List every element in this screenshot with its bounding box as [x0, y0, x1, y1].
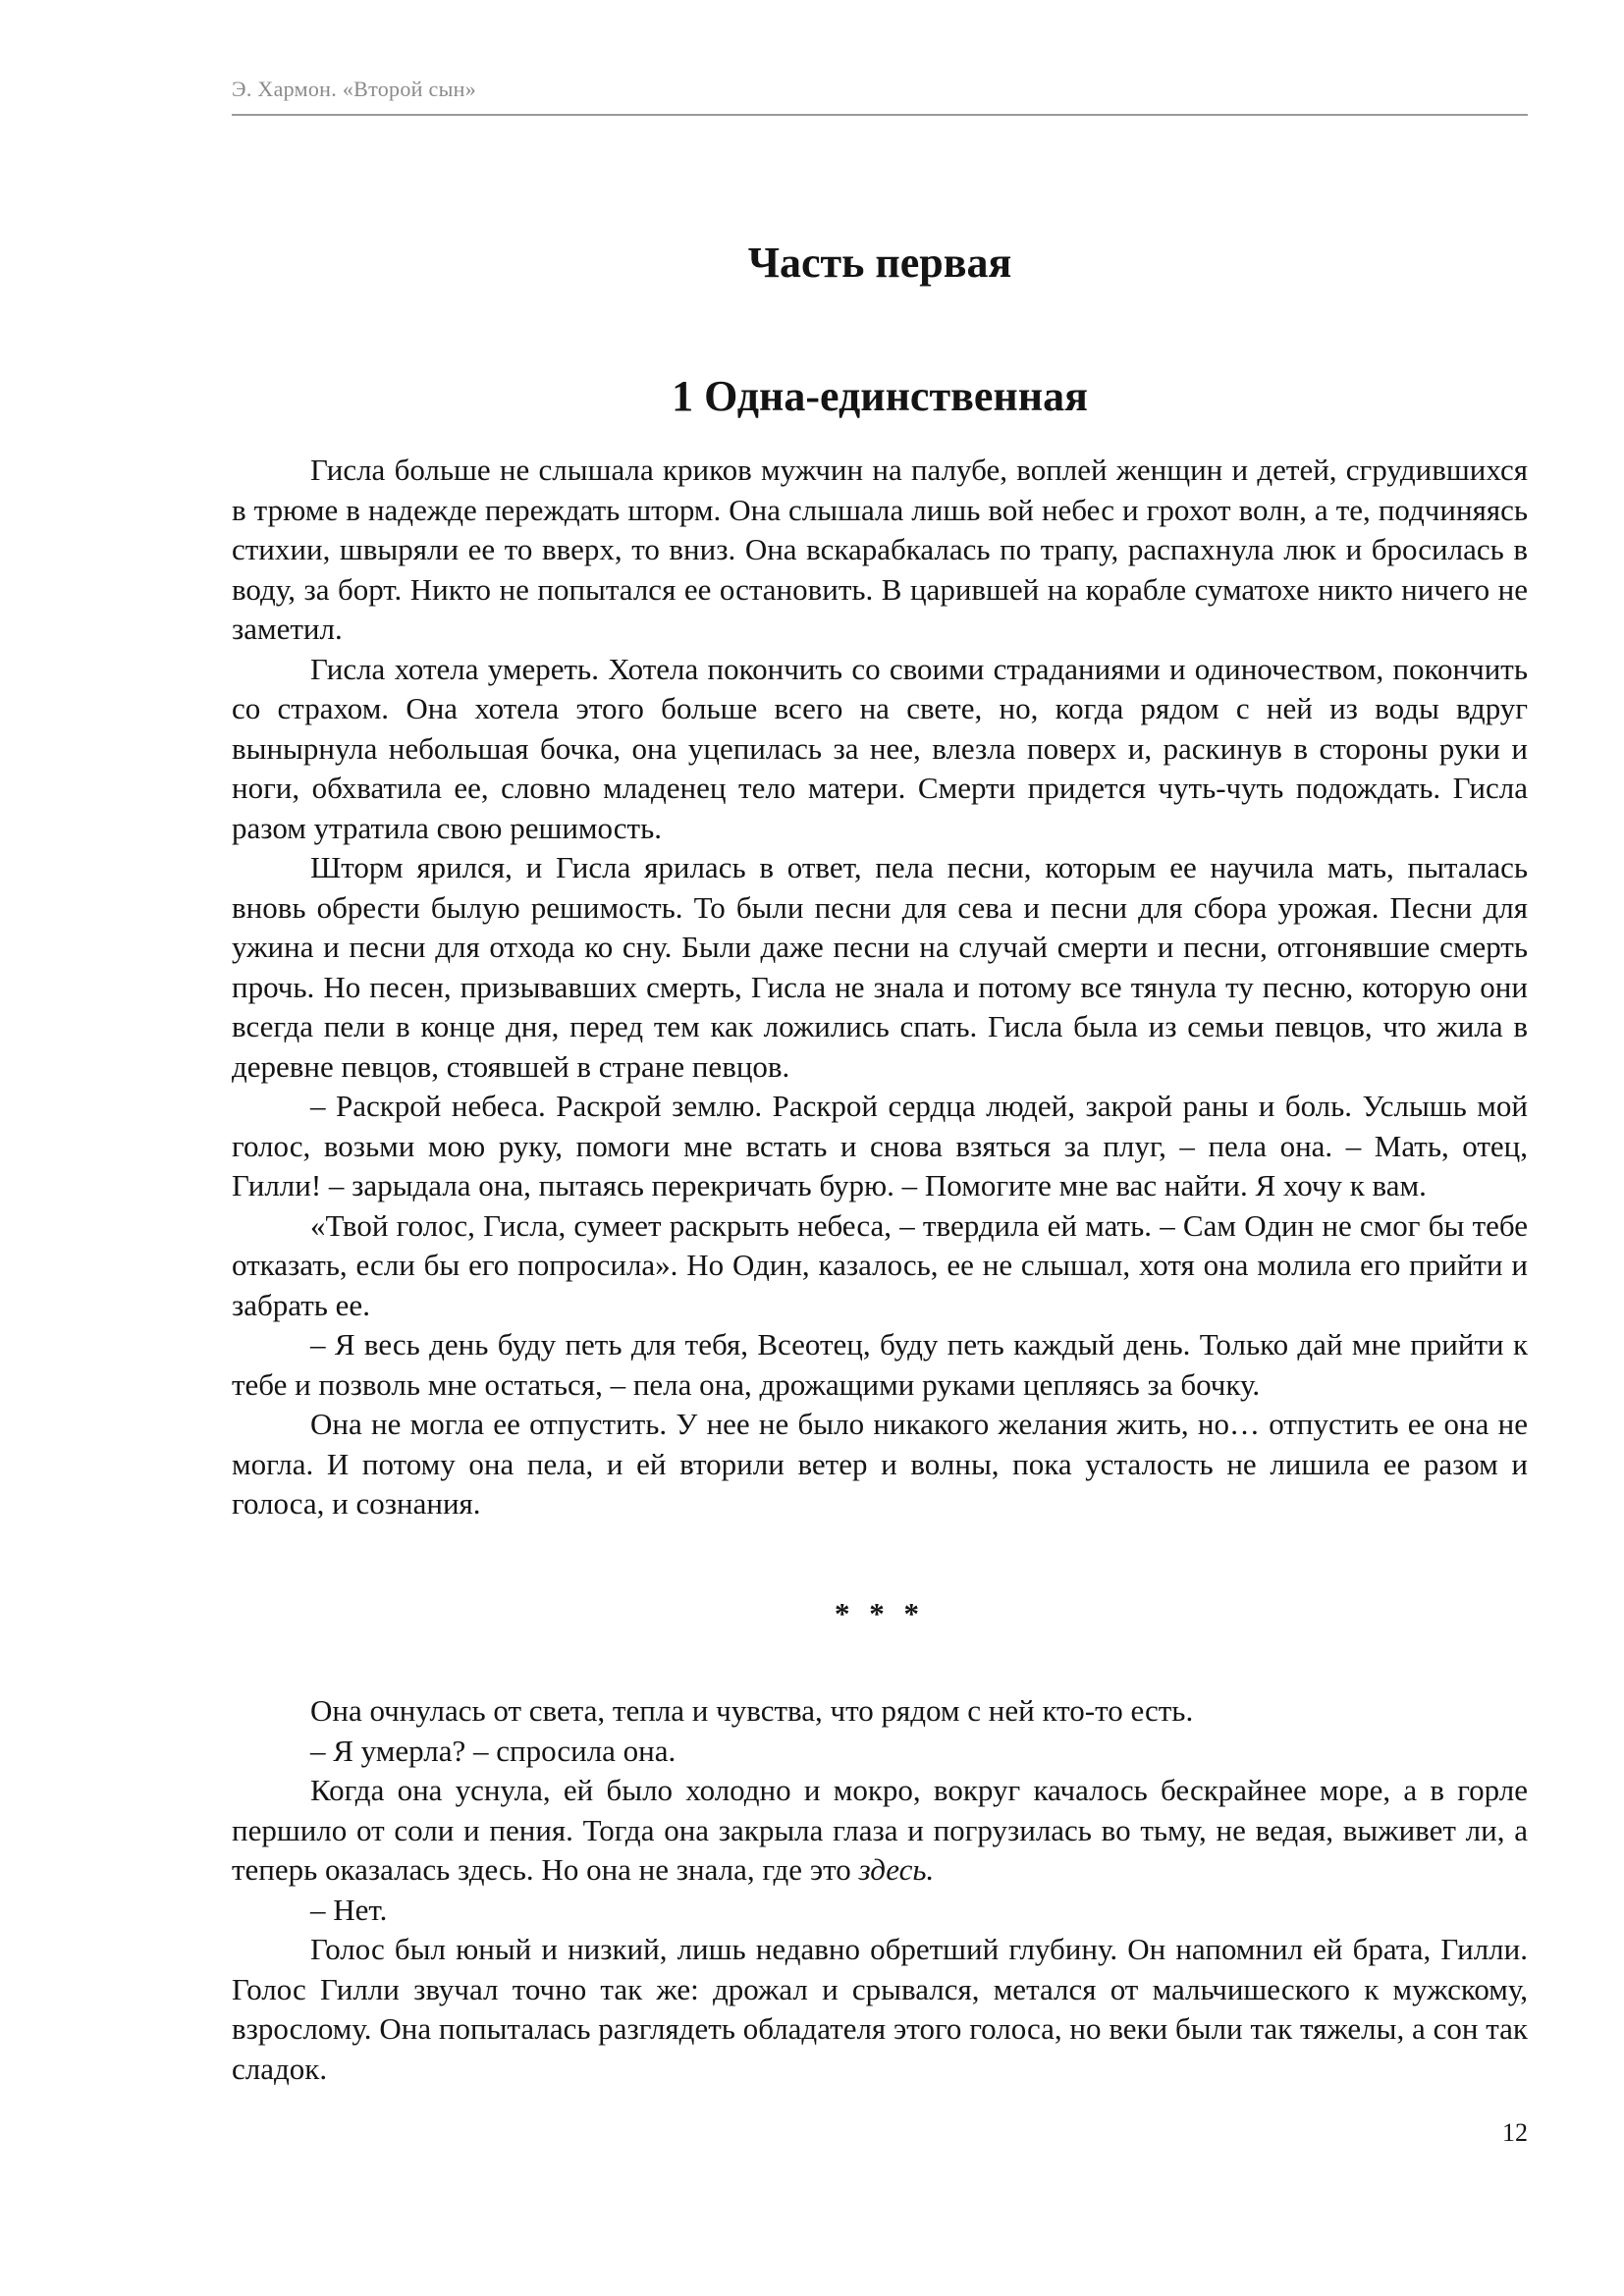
chapter-body-section-1	[232, 451, 1528, 1524]
paragraph-text: Когда она уснула, ей было холодно и мокро, вокруг качалось бескрайнее море, а в горле першило от соли и пения. Тогда она закрыла глаза и погрузилась во тьму, не ведая, выживет ли, а теперь оказалась здесь. Но она не знала, где это	[232, 1773, 1528, 1887]
paragraph: – Я умерла? – спросила она.	[310, 1733, 677, 1768]
chapter-title: 1 Одна-единственная	[672, 372, 1088, 420]
page-number: 12	[1502, 2118, 1528, 2147]
running-header: Э. Хармон. «Второй сын»	[232, 77, 477, 101]
header-rule	[232, 114, 1528, 116]
paragraph: – Нет.	[310, 1892, 388, 1927]
chapter-body-section-2	[232, 1691, 1528, 2089]
paragraph: – Раскрой небеса. Раскрой землю. Раскрой сердца людей, закрой раны и боль. Услышь мой голос, возьми мою руку, помоги мне встать и снова взяться за плуг, – пела она. – Мать, отец, Гилли! – зарыдала она, пытаясь перекричать бурю. – Помогите мне вас найти. Я хочу к вам.	[232, 1089, 1528, 1202]
part-title: Часть первая	[747, 239, 1012, 287]
paragraph: «Твой голос, Гисла, сумеет раскрыть небеса, – твердила ей мать. – Сам Один не смог бы тебе отказать, если бы его попросила». Но Один, казалось, ее не слышал, хотя она молила его прийти и забрать ее.	[232, 1207, 1528, 1322]
paragraph: Гисла больше не слышала криков мужчин на палубе, воплей женщин и детей, сгрудившихся в трюме в надежде переждать шторм. Она слышала лишь вой небес и грохот волн, а те, подчиняясь стихии, швыряли ее то вверх, то вниз. Она вскарабкалась по трапу, распахнула люк и бросилась в воду, за борт. Никто не попытался ее остановить. В царившей на корабле суматохе никто ничего не заметил.	[232, 453, 1528, 646]
paragraph: Она не могла ее отпустить. У нее не было никакого желания жить, но… отпустить ее она не могла. И потому она пела, и ей вторили ветер и волны, пока усталость не лишила ее разом и голоса, и сознания.	[232, 1407, 1528, 1521]
paragraph: Гисла хотела умереть. Хотела покончить со своими страданиями и одиночеством, покончить со страхом. Она хотела этого больше всего на свете, но, когда рядом с ней из воды вдруг вынырнула небольшая бочка, она уцепилась за нее, влезла поверх и, раскинув в стороны руки и ноги, обхватила ее, словно младенец тело матери. Смерти придется чуть-чуть подождать. Гисла разом утратила свою решимость.	[232, 651, 1528, 845]
paragraph	[232, 1771, 1528, 1891]
paragraph: Она очнулась от света, тепла и чувства, что рядом с ней кто-то есть.	[310, 1693, 1194, 1728]
section-separator: * * *	[835, 1596, 925, 1630]
italic-emphasis: здесь.	[858, 1852, 935, 1887]
paragraph: Голос был юный и низкий, лишь недавно обретший глубину. Он напомнил ей брата, Гилли. Голос Гилли звучал точно так же: дрожал и срывался, метался от мальчишеского к мужскому, взрослому. Она попыталась разглядеть обладателя этого голоса, но веки были так тяжелы, а сон так сладок.	[232, 1932, 1528, 2086]
paragraph: – Я весь день буду петь для тебя, Всеотец, буду петь каждый день. Только дай мне прийти к тебе и позволь мне остаться, – пела она, дрожащими руками цепляясь за бочку.	[232, 1327, 1528, 1402]
paragraph: Шторм ярился, и Гисла ярилась в ответ, пела песни, которым ее научила мать, пыталась вновь обрести былую решимость. То были песни для сева и песни для сбора урожая. Песни для ужина и песни для отхода ко сну. Были даже песни на случай смерти и песни, отгонявшие смерть прочь. Но песен, призывавших смерть, Гисла не знала и потому все тянула ту песню, которую они всегда пели в конце дня, перед тем как ложились спать. Гисла была из семьи певцов, что жила в деревне певцов, стоявшей в стране певцов.	[232, 850, 1528, 1084]
